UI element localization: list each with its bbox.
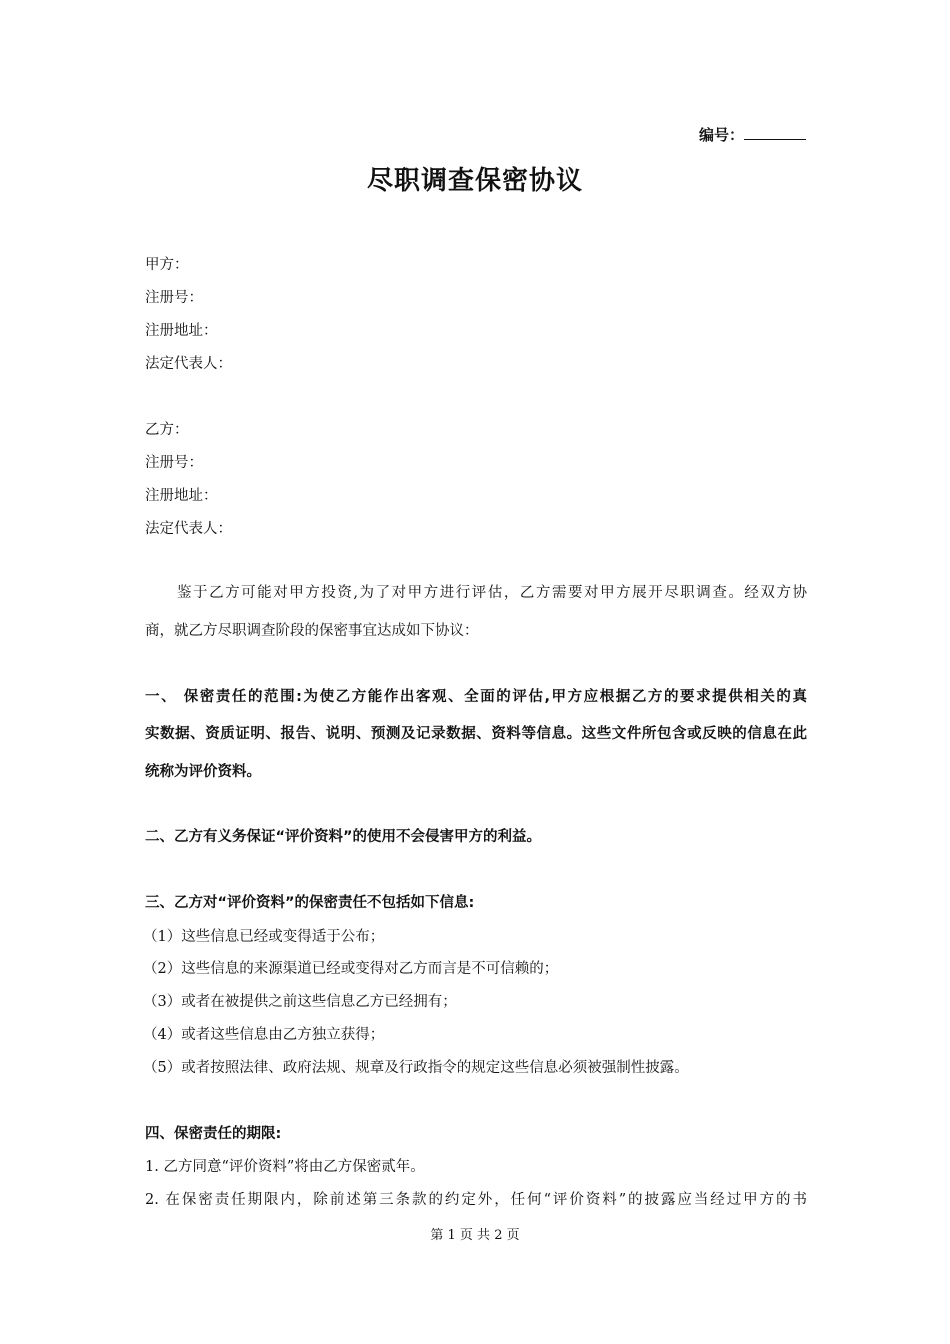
document-number — [699, 124, 806, 145]
party-b-rep: 法定代表人： — [145, 521, 232, 537]
party-a-address: 注册地址： — [145, 323, 218, 339]
document-number-blank — [744, 125, 806, 140]
clause-3-item: （5）或者按照法律、政府法规、规章及行政指令的规定这些信息必须被强制性披露。 — [143, 1060, 689, 1076]
clause-1-line-3: 统称为评价资料。 — [145, 764, 261, 780]
party-b-name: 乙方： — [145, 422, 189, 438]
preamble-line-1: 鉴于乙方可能对甲方投资,为了对甲方进行评估，乙方需要对甲方展开尽职调查。经双方协 — [177, 585, 807, 601]
party-b-address: 注册地址： — [145, 488, 218, 504]
clause-2: 二、乙方有义务保证“评价资料”的使用不会侵害甲方的利益。 — [145, 829, 542, 845]
party-a-name: 甲方： — [145, 257, 189, 273]
document-title: 尽职调查保密协议 — [366, 166, 583, 196]
preamble-line-2: 商，就乙方尽职调查阶段的保密事宜达成如下协议： — [145, 623, 479, 639]
clause-3-item: （4）或者这些信息由乙方独立获得； — [143, 1027, 385, 1043]
clause-3-item: （1）这些信息已经或变得适于公布； — [143, 929, 385, 945]
clause-1-line-1: 一、 保密责任的范围:为使乙方能作出客观、全面的评估,甲方应根据乙方的要求提供相关的真 — [145, 689, 807, 705]
clause-1-line-2: 实数据、资质证明、报告、说明、预测及记录数据、资料等信息。这些文件所包含或反映的信息在此 — [145, 726, 807, 742]
party-a-reg-no: 注册号： — [145, 290, 203, 306]
document-number-label: 编号： — [698, 126, 744, 144]
clause-3-heading: 三、乙方对“评价资料”的保密责任不包括如下信息: — [145, 895, 475, 911]
party-b-reg-no: 注册号： — [145, 455, 203, 471]
clause-3-item: （2）这些信息的来源渠道已经或变得对乙方而言是不可信赖的； — [143, 961, 559, 977]
party-a-rep: 法定代表人： — [145, 356, 232, 372]
clause-3-item: （3）或者在被提供之前这些信息乙方已经拥有； — [143, 994, 457, 1010]
clause-4-item: 1. 乙方同意“评价资料”将由乙方保密贰年。 — [145, 1159, 425, 1175]
page-footer: 第 1 页 共 2 页 — [430, 1228, 520, 1243]
clause-4-item: 2. 在保密责任期限内，除前述第三条款的约定外，任何“评价资料”的披露应当经过甲方的书 — [145, 1192, 807, 1208]
clause-4-heading: 四、保密责任的期限: — [145, 1126, 282, 1142]
